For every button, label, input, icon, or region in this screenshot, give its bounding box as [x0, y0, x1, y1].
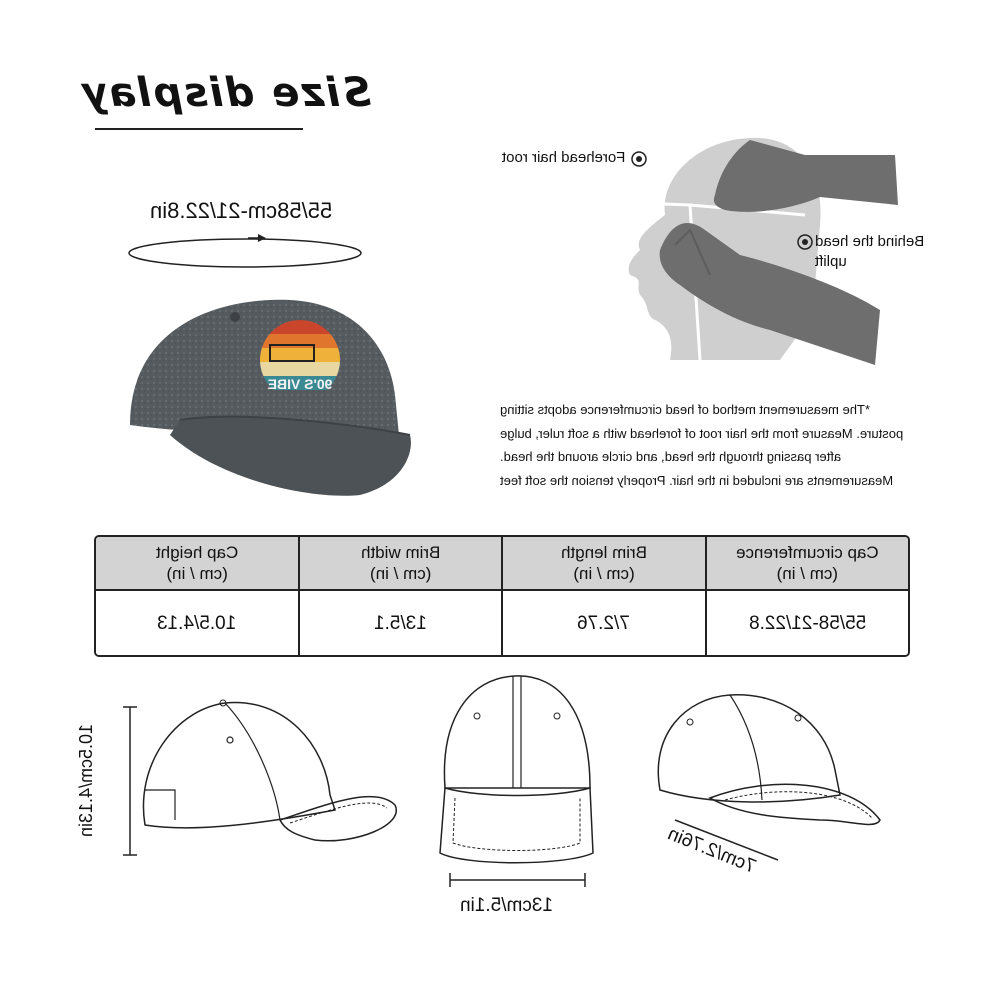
- circumference-label: 55/58cm-21/22.8in: [150, 198, 333, 223]
- title-underline: [95, 128, 303, 130]
- top-hand-icon: [714, 140, 898, 212]
- value-cap-circumference: 55/58-21/22.8: [748, 612, 866, 634]
- header-label: Brim length: [560, 543, 647, 562]
- header-unit: (cm / in): [776, 564, 838, 583]
- value-brim-width: 13/5.1: [300, 591, 504, 655]
- brim-label-wrap: [664, 823, 759, 878]
- size-table-row: [96, 591, 908, 655]
- behind-label-wrap: [815, 232, 925, 272]
- header-unit: (cm / in): [573, 564, 635, 583]
- behind-target-icon: [796, 233, 814, 251]
- circumference-label-wrap: [150, 198, 332, 224]
- brim-label: 7cm/2.76in: [664, 823, 759, 878]
- forehead-target-icon: [630, 150, 648, 168]
- size-table: [94, 535, 910, 657]
- forehead-label: Forehead hair root: [501, 149, 625, 166]
- header-label: Cap height: [155, 543, 238, 562]
- header-cap-circumference: [707, 537, 909, 589]
- size-table-header: [96, 537, 908, 591]
- cap-photo: [110, 285, 420, 520]
- header-label: Brim width: [360, 543, 440, 562]
- forehead-label-wrap: [500, 148, 625, 168]
- page-title: Size display: [80, 70, 372, 116]
- header-brim-length: [503, 537, 707, 589]
- behind-label: Behind the head uplift: [815, 233, 925, 270]
- header-unit: (cm / in): [166, 564, 228, 583]
- measurement-note-wrap: [500, 398, 910, 492]
- width-label: 13cm/5.1in: [460, 895, 553, 916]
- header-label: Cap circumference: [735, 543, 879, 562]
- height-label-wrap: [40, 700, 200, 860]
- height-label: 10.5cm/4.13in: [76, 723, 97, 838]
- value-brim-length: 7/2.76: [503, 591, 707, 655]
- cap-logo-text: 90'S VIBE: [267, 376, 333, 392]
- width-label-wrap: [460, 895, 553, 917]
- value-cap-height: 10.5/4.13: [96, 591, 300, 655]
- header-unit: (cm / in): [369, 564, 431, 583]
- header-brim-width: [300, 537, 504, 589]
- header-cap-height: [96, 537, 300, 589]
- circumference-ellipse: [120, 228, 370, 278]
- cap-front-drawing: [435, 668, 600, 893]
- measurement-note: *The measurement method of head circumference adopts sitting posture. Measure from the hair root of forehead with a soft ruler, bulge after passing through the head, and circle around the head. Measurements are included in the hair. Properly tension the soft feet: [500, 402, 904, 488]
